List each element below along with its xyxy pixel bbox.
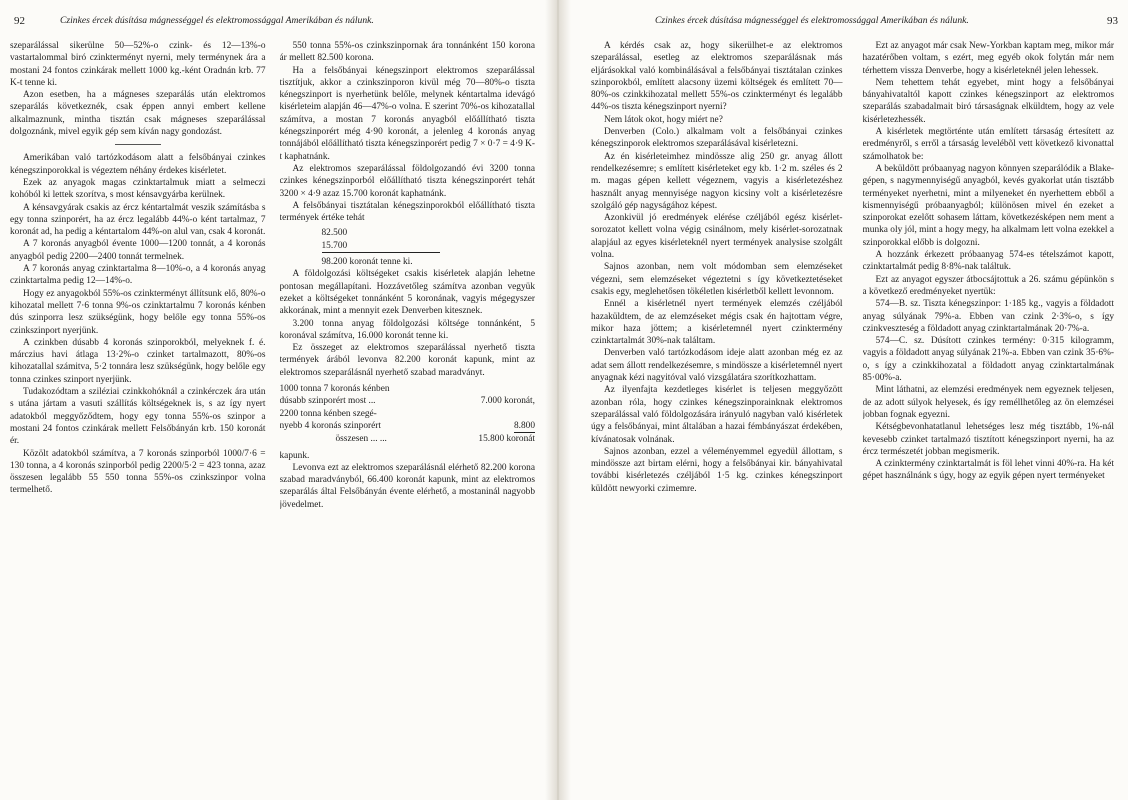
paragraph: 3.200 tonna anyag földolgozási költsége tonnánként, 5 koronával számítva, 16.000 koronát tenne ki. xyxy=(279,318,535,341)
right-column-2 xyxy=(863,40,1115,784)
paragraph: Közölt adatokból számítva, a 7 koronás szinporból 1000/7·6 = 130 tonna, a 4 koronás szinporból pedig 2200/5·2 = 423 tonna, azaz összesen legalább 55 550 tonna 55%-os czinkszinpor volna termelhető. xyxy=(10,448,266,496)
paragraph: A beküldött próbaanyag nagyon könnyen szeparálódik a Blake-gépen, s nagymennyiségű anyagból, kevés gyakorlat után tisztább terményeket nyerhetni, mint a milyeneket én nyerhettem ebből a kismennyiségű próbaanyagból; különösen mivel én ezeket a szinporokat ezelőtt sohasem láttam, következésképen nem ment a munka oly jól, mint a hogy megy, ha alkalmam lett volna ezekkel a szinporokkal előbb is dolgozni. xyxy=(862,163,1114,248)
paragraph: Kétségbevonhatatlanul lehetséges lesz még tisztább, 1%-nál kevesebb czinket tartalmazó tisztított kénegszinport nyerni, ha az ércz természetét jobban megismerik. xyxy=(862,422,1114,457)
paragraph: Mint láthatni, az elemzési eredmények nem egyeznek teljesen, de az adott súlyok helyesek, és így reméllhetőleg az ön elemzései jobban fognak egyezni. xyxy=(862,385,1114,420)
paragraph: Ezek az anyagok magas czinktartalmuk miatt a selmeczi kohóból ki lettek szorítva, s most kénsavgyárba kerülnek. xyxy=(10,177,266,201)
sum-line xyxy=(322,252,440,253)
sum-total: 98.200 koronát tenne ki. xyxy=(321,257,413,268)
paragraph: A czinktermény czinktartalmát is föl lehet vinni 40%-ra. Ha két gépet használnánk s úgy, hogy az egyik gépen nyert terményeket xyxy=(862,459,1114,482)
paragraph: 550 tonna 55%-os czinkszinpornak ára tonnánként 150 korona ár mellett 82.500 korona. xyxy=(279,41,535,64)
calc-value: 8.800 xyxy=(514,420,535,433)
paragraph: Nem tehettem tehát egyebet, mint hogy a felsőbányai bányahivataltól kapott czinkes kénegszinport az elektromos szeparálás szabadalmait biró társaságnak elküldtem, hogy az vele kisérletezhessék. xyxy=(862,77,1114,125)
paragraph: Denverben (Colo.) alkalmam volt a felsőbányai czinkes kénegszinporok elektromos szeparálásával kisérletezni. xyxy=(591,127,843,150)
paragraph: Sajnos azonban, nem volt módomban sem elemzéseket végezni, sem elemzéseket végeztetni s így következtetéseket csakis egy, meglehetősen tökéletlen kisérletből kellett levonnom. xyxy=(591,262,843,297)
paragraph: A 7 koronás anyagból évente 1000—1200 tonnát, a 4 koronás anyagból pedig 2200—2400 tonnát termelnek. xyxy=(10,239,266,262)
paragraph: A kisérletek megtörténte után említett társaság értesített az eredményről, s erről a társaság levelébõl vett következő kivonattal számolhatok be: xyxy=(862,127,1114,162)
paragraph: Tudakozódtam a sziléziai czinkkohóknál a czinkérczek ára után s utána jártam a vasuti szállítás költségeknek is, s az így nyert adatokból meggyőződtem, hogy egy tonna 55%-os szinpor a mostani 24 fontos czinkárak mellett Felsőbányán krb. 150 koronát ér. xyxy=(10,387,266,447)
paragraph: A hozzánk érkezett próbaanyag 574-es tételszámot kapott, czinktartalmát pedig 8·8%-nak találtuk. xyxy=(862,250,1114,273)
calc-label: 1000 tonna 7 koronás kénben xyxy=(279,384,390,395)
right-running-header xyxy=(585,14,1118,28)
right-column-1 xyxy=(591,40,843,784)
paragraph: Ennél a kisérletnél nyert termények elemzés czéljából hazaküldtem, de az elemzéseket mégis csak én hajtottam végre, mikor haza jöttem; a kisérletemnél nyert czinktermény czinktartalmát 30%-nak találtam. xyxy=(591,299,843,347)
running-title: Czinkes ércek dúsítása mágnességgel és elektromossággal Amerikában és nálunk. xyxy=(655,15,969,26)
calc-row xyxy=(280,395,536,407)
paragraph: Az én kisérleteimhez mindössze alig 250 gr. anyag állott rendelkezésemre; s említett kisérleteket egy kb. 1·2 m. széles és 2 m. magas gépen kellett végeznem, vagyis a kisérletezéshez használt anyag mennyisége nagyon kicsiny volt a kisérletezésre szolgáló gép nagyságához képest. xyxy=(591,151,843,211)
calc-row xyxy=(280,433,536,445)
calc-label: 2200 tonna kénben szegé- xyxy=(279,408,377,419)
paragraph: Amerikában való tartózkodásom alatt a felsőbányai czinkes kénegszinporokkal is végeztem néhány érdekes kisérletet. xyxy=(10,153,266,176)
left-columns xyxy=(10,40,535,784)
paragraph: Ez összeget az elektromos szeparálással nyerhető tiszta termények árából levonva 82.200 koronát kapunk, mint az elektromos szeparálásnál nyerhető szabad maradványt. xyxy=(279,343,535,378)
section-separator xyxy=(115,144,161,145)
calc-value: 7.000 koronát, xyxy=(480,396,535,407)
value-sum xyxy=(322,227,440,253)
paragraph: Ezt az anyagot egyszer átbocsájtottuk a 26. számu gépünkön s a következő eredményeket nyertük: xyxy=(862,274,1114,297)
paragraph: Azonkivül jó eredmények elérése czéljából egész kisérlet-sorozatot kellett volna végig csinálnom, mely kisérlet-sorozatnak alapjául az egyes kisérleteknél nyert termények analysise szolgált volna. xyxy=(591,213,843,261)
paragraph: Sajnos azonban, ezzel a véleményemmel egyedül állottam, s mindössze azt birtam elérni, hogy a felsőbányai kir. bányahivatal további kisérletezés czéljából 1·5 kg. czinkes kénegszinport küldött newyorki czimemre. xyxy=(591,446,843,494)
price-calculation xyxy=(280,383,536,445)
paragraph: A földolgozási költségeket csakis kisérletek alapján lehetne pontosan megállapítani. Hozzávetőleg számítva azonban vegyük ezeket a költségeket tonnánként 5 koronának, vagyis mégegyszer akkorának, mint a mennyit ezek Denverben kitesznek. xyxy=(279,269,535,317)
right-page xyxy=(571,0,1128,800)
paragraph: Nem látok okot, hogy miért ne? xyxy=(604,114,723,125)
left-column-1 xyxy=(10,40,266,784)
calc-label: összesen ... ... xyxy=(335,434,387,445)
left-column-2 xyxy=(280,40,536,784)
paragraph: kapunk. xyxy=(279,450,310,461)
left-running-header xyxy=(14,14,535,28)
paragraph: Hogy ez anyagokból 55%-os czinkterményt állítsunk elő, 80%-o kihozatal mellett 7·6 tonna 9%-os czinktartalmu 7 koronás kénben dús szinporra lesz szükségünk, hogy belőle egy tonna 55%-os czinkszinport nyerjünk. xyxy=(10,288,266,336)
paragraph: Az elektromos szeparálással földolgozandó évi 3200 tonna czinkes kénegszinporból előállítható tiszta kénegszinporért tehát 3200 × 4·9 azaz 15.700 koronát kaphatnánk. xyxy=(279,163,535,199)
paragraph: Azon esetben, ha a mágneses szeparálás után elektromos szeparálás következnék, csak éppen annyi embert kellene alkalmaznunk, mintha tisztán csak mágneses szeparálással dolgoznánk, mivel egyik gép sem kíván nagy gondozást. xyxy=(10,90,266,138)
paragraph: A kérdés csak az, hogy sikerülhet-e az elektromos szeparálással, esetleg az elektromos szeparálásnak más eljárásokkal való kombinálásával a felsőbányai tisztátalan czinkes szinporokból, említett alacsony üzemi költségek és említett 70—80%-os czinkkihozatal mellett 55%-os czinkterményt és legalább 44%-os tiszta kénegszinport nyerni? xyxy=(591,41,843,113)
left-page xyxy=(0,0,545,800)
right-columns xyxy=(591,40,1114,784)
paragraph: A czinkben dúsabb 4 koronás szinporokból, melyeknek f. é. márczius havi átlaga 13·2%-o czinket tartalmazott, 80%-os kihozatallal számitva, 5·2 tonnára lesz szükségünk, hogy belőle egy tonna czinkes szinport nyerjünk. xyxy=(10,337,266,385)
paragraph: Ha a felsőbányai kénegszinport elektromos szeparálással tisztítjuk, akkor a czinkszinporon kivül még 70—80%-o tiszta kénegszinport is nyerhetünk belőle, melynek kéntartalma idevágó kisérleteim alapján 46—47%-o volna. E szerint 70%-os kihozatallal számítva, a mostan 7 koronás anyagból előállítható tiszta kénegszinporért még 4·90 koronát, a jelenleg 4 koronás anyag tonnájából előállítható tiszta kénegszinporért pedig 7 × 0·7 = 4·9 K-t kaphatnánk. xyxy=(279,65,535,162)
sum-row: 15.700 xyxy=(321,240,348,251)
paragraph: 574—C. sz. Dúsított czinkes termény: 0·315 kilogramm, vagyis a földadott anyag súlyának 21%-a. Ebben van czink 35·6%-o, s így a czinkkihozatal a földadott anyag czinktartalmának 85·00%-a. xyxy=(862,336,1114,384)
paragraph: szeparálással sikerülne 50—52%-o czink- és 12—13%-o vastartalommal biró czinkterményt nyerni, mely terménynek ára a mostani 24 fontos czinkárak mellett 1000 kg.-ként Oradnán krb. 77 K-t tenne ki. xyxy=(10,41,266,88)
calc-row xyxy=(280,383,536,395)
paragraph: Denverben való tartózkodásom ideje alatt azonban még ez az adat sem állott rendelkezésemre, s mindössze a kisérletemnél nyert anyagnak kézi nagyitóval való vizsgálatára szorítkozhattam. xyxy=(591,348,843,384)
paragraph: A felsőbányai tisztátalan kénegszinporokból előállítható tiszta termények értéke tehát xyxy=(279,200,535,224)
calc-value: 15.800 koronát xyxy=(478,434,535,445)
paragraph: A 7 koronás anyag czinktartalma 8—10%-o, a 4 koronás anyag czinktartalma pedig 12—14%-o. xyxy=(10,264,266,287)
calc-label: dúsabb szinporért most ... xyxy=(279,396,376,407)
paragraph: A kénsavgyárak csakis az ércz kéntartalmát veszik számításba s egy tonna szinporért, ha az ércz legalább 44%-o ként tartalmaz, 7 koronát ad, ha pedig a kéntartalom 44%-on alul van, csak 4 koronát. xyxy=(10,202,266,238)
calc-row xyxy=(280,408,536,420)
sum-row: 82.500 xyxy=(321,228,348,239)
running-title: Czinkes ércek dúsítása mágnességgel és elektromossággal Amerikában és nálunk. xyxy=(60,15,374,26)
paragraph: Az ilyenfajta kezdetleges kisérlet is teljesen meggyőzött azonban róla, hogy czinkes kénegszinporainknak elektromos szeparálással való földolgozására irányuló nagyban való kisérletek úgy a felsőbányai, mint általában a hazai fémbányászat érdekében, kívánatosak volnának. xyxy=(591,385,843,445)
page-number: 93 xyxy=(1107,15,1118,27)
paragraph: Levonva ezt az elektromos szeparálásnál elérhető 82.200 korona szabad maradványból, 66.400 koronát kapunk, mint az elektromos szeparálás által Felsőbányán évente elérhető, a mostaninál nagyobb jövedelmet. xyxy=(279,462,535,510)
paragraph: Ezt az anyagot már csak New-Yorkban kaptam meg, mikor már hazatérőben voltam, s ezért, meg egyéb okok folytán már nem térhettem vissza Denverbe, hogy a kisérleteknél jelen lehessek. xyxy=(862,41,1114,76)
calc-label: nyebb 4 koronás szinporért xyxy=(279,420,381,431)
calc-row xyxy=(280,420,536,433)
paragraph: 574—B. sz. Tiszta kénegszinpor: 1·185 kg., vagyis a földadott anyag súlyának 79%-a. Ebben van czink 2·3%-o, s így czinkveszteség a földadott anyag czinktartalmának 20·7%-a. xyxy=(862,299,1114,334)
page-number: 92 xyxy=(14,15,25,27)
book-gutter xyxy=(545,0,571,800)
